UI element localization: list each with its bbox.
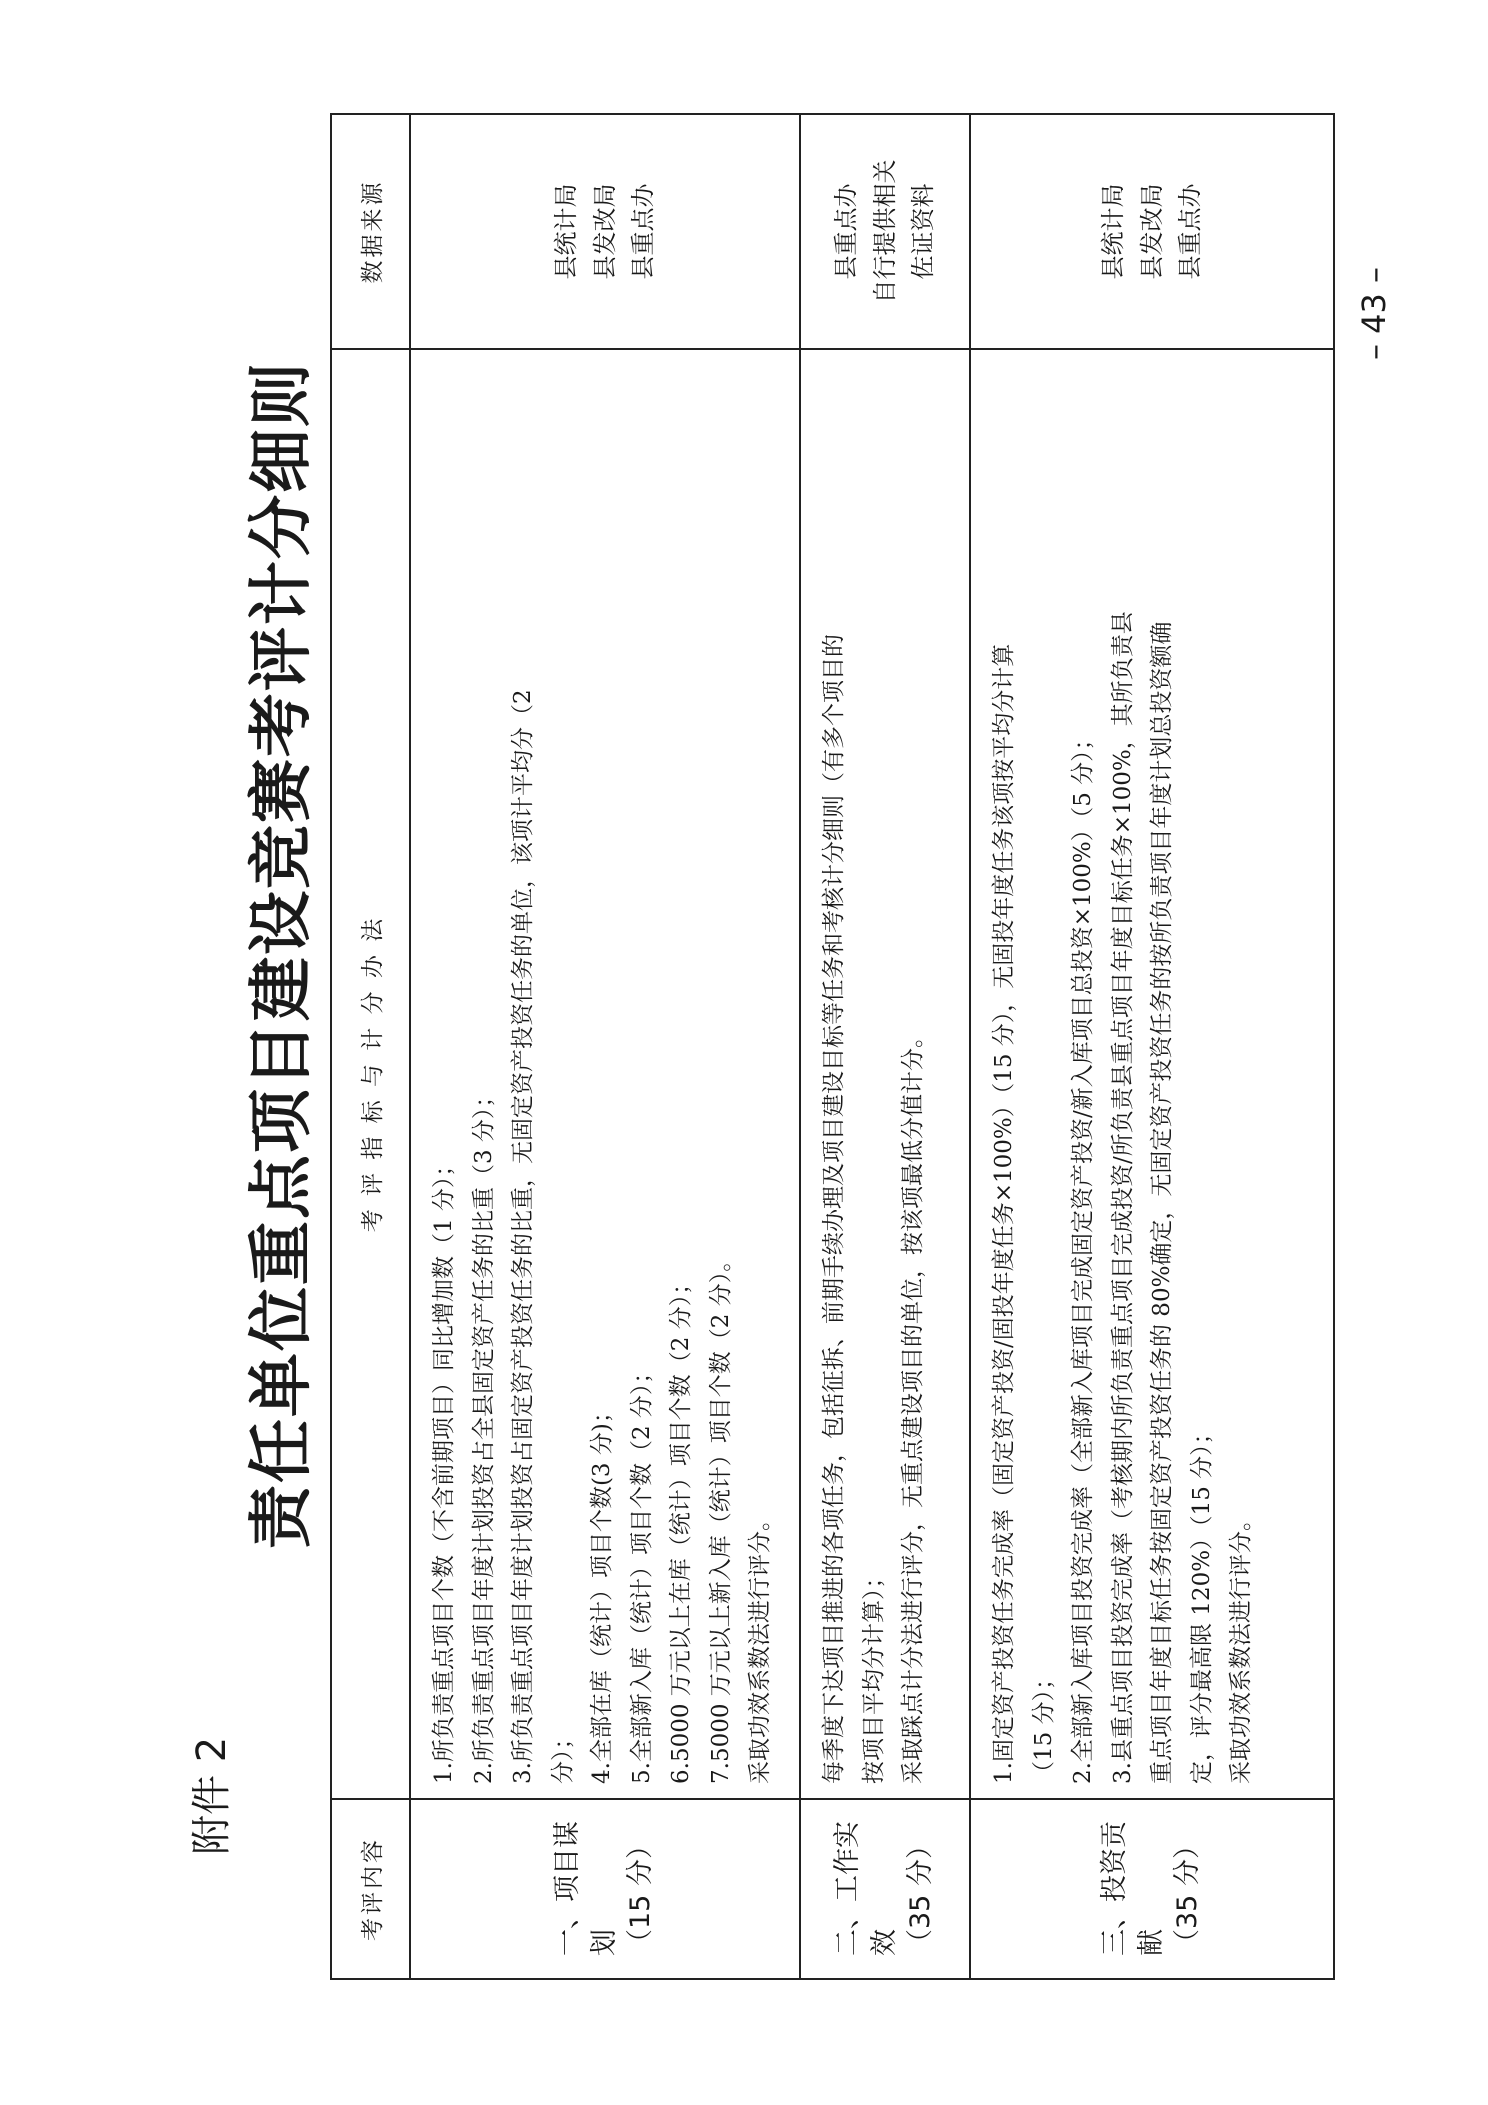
method-line: （15 分）； [1030, 1666, 1057, 1784]
table-header-row [331, 114, 410, 1979]
method-line: 采取功效系数法进行评分。 [747, 1508, 774, 1784]
header-category: 考评内容 [331, 1799, 410, 1979]
category-cell [970, 1799, 1334, 1979]
method-line: 1.所负责重点项目个数（不含前期项目）同比增加数（1 分）； [431, 1153, 457, 1784]
category-score: （15 分） [625, 1832, 657, 1956]
table-row [800, 114, 970, 1979]
source-cell [800, 114, 970, 349]
method-line: 1.固定资产投资任务完成率（固定资产投资/固投年度任务×100%）（15 分），无固投年度任务该项按平均分计算 [991, 643, 1017, 1784]
attachment-label: 附件 2 [189, 1736, 235, 1855]
method-line: 采取踩点计分法进行评分，无重点建设项目的单位，按该项最低分值计分。 [900, 1025, 927, 1784]
source-cell [410, 114, 800, 349]
method-line: 7.5000 万元以上新入库（统计）项目个数（2 分）。 [707, 1248, 734, 1784]
method-line: 3.所负责重点项目年度计划投资占固定资产投资任务的比重，无固定资产投资任务的单位，该项计平均分（2 [510, 689, 537, 1784]
scoring-table [330, 113, 1335, 1980]
source-line: 佐证资料 [909, 183, 938, 280]
source-line: 县统计局 [1099, 183, 1128, 280]
table-row [970, 114, 1334, 1979]
method-line: 按项目平均分计算）； [860, 1565, 887, 1784]
category-score: （35 分） [1172, 1832, 1204, 1956]
method-line: 6.5000 万元以上在库（统计）项目个数（2 分）； [668, 1271, 695, 1784]
category-title: 二、工作实效 [832, 1821, 900, 1956]
method-cell [970, 349, 1334, 1799]
category-title: 三、投资贡献 [1099, 1821, 1167, 1956]
source-cell [970, 114, 1334, 349]
source-line: 县重点办 [1176, 183, 1205, 280]
method-line: 重点项目年度目标任务按固定资产投资任务的 80%确定，无固定资产投资任务的按所负责项目年度计划总投资额确 [1149, 621, 1176, 1784]
method-line: 采取功效系数法进行评分。 [1228, 1508, 1255, 1784]
header-method: 考 评 指 标 与 计 分 办 法 [331, 349, 410, 1799]
method-line: 2.全部新入库项目投资完成率（全部新入库项目完成固定资产投资/新入库项目总投资×100%）（5 分）； [1070, 727, 1097, 1784]
category-title: 一、项目谋划 [552, 1821, 620, 1956]
method-line: 5.全部新入库（统计）项目个数（2 分）； [628, 1360, 655, 1784]
source-line: 县统计局 [552, 183, 581, 280]
category-score: （35 分） [905, 1832, 937, 1956]
source-line: 县重点办 [629, 183, 658, 280]
document-title: 责任单位重点项目建设竞赛考评计分细则 [245, 361, 319, 1549]
method-line: 2.所负责重点项目年度计划投资占全县固定资产任务的比重（3 分）； [470, 1084, 497, 1784]
source-line: 县重点办 [832, 183, 861, 280]
method-line: 4.全部在库（统计）项目个数(3 分)； [589, 1400, 616, 1784]
page-number: – 43 – [1355, 266, 1393, 360]
method-line: 每季度下达项目推进的各项任务，包括征拆、前期手续办理及项目建设目标等任务和考核计分细则（有多个项目的 [821, 634, 847, 1784]
category-cell [800, 1799, 970, 1979]
source-line: 自行提供相关 [870, 159, 899, 304]
method-cell [800, 349, 970, 1799]
source-line: 县发改局 [1137, 183, 1166, 280]
table-row [410, 114, 800, 1979]
header-source: 数据来源 [331, 114, 410, 349]
method-line: 定，评分最高限 120%）（15 分）； [1188, 1421, 1215, 1784]
method-line: 分）； [549, 1726, 576, 1784]
source-line: 县发改局 [590, 183, 619, 280]
method-line: 3.县重点项目投资完成率（考核期内所负责重点项目完成投资/所负责县重点项目年度目标任务×100%，其所负责县 [1109, 611, 1136, 1784]
method-cell [410, 349, 800, 1799]
category-cell [410, 1799, 800, 1979]
